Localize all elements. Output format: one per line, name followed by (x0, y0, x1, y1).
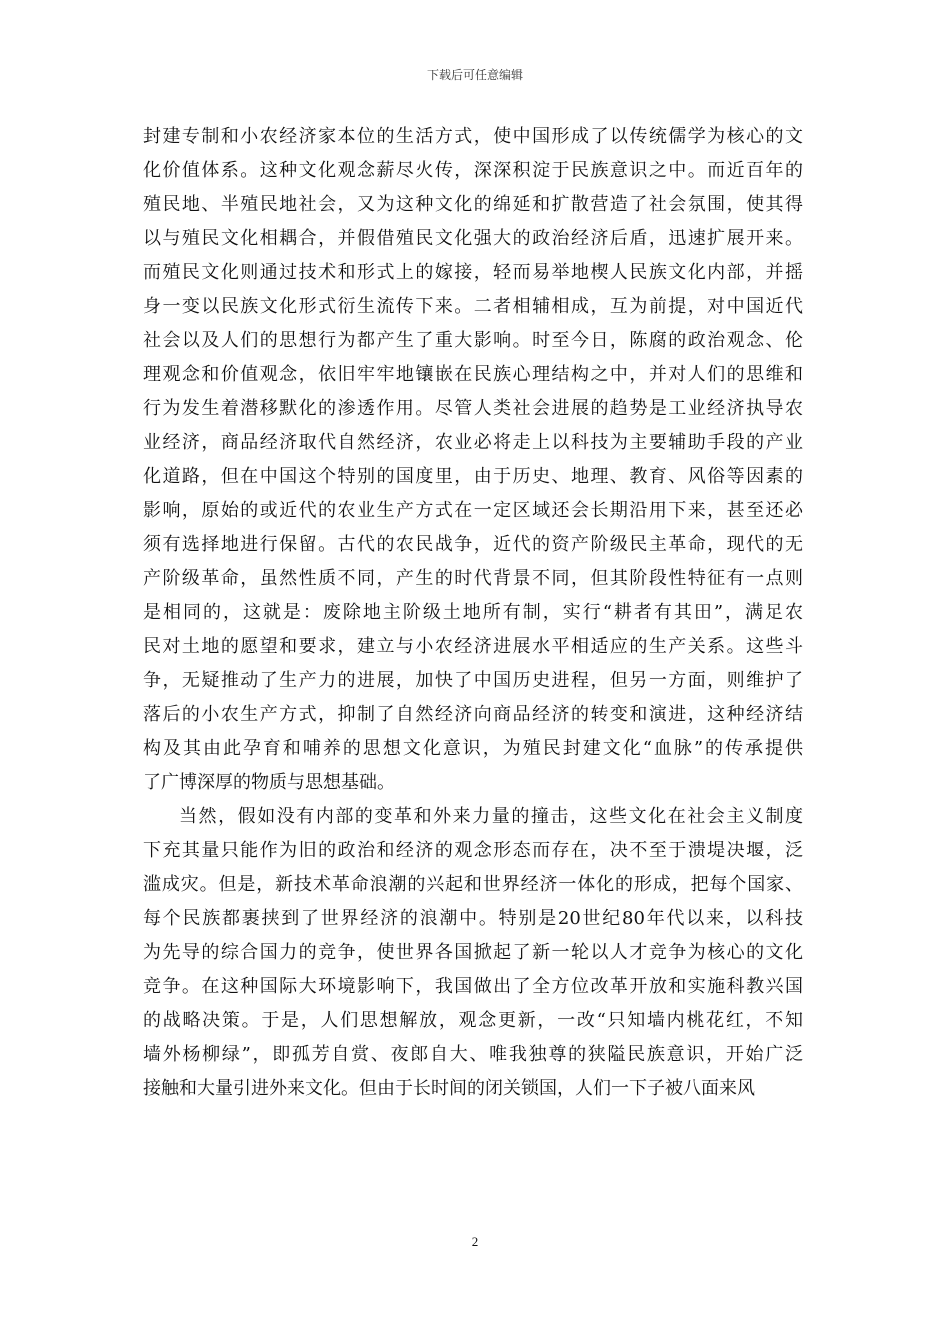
page-header: 下载后可任意编辑 (426, 68, 523, 82)
text-line: 社会以及人们的思想行为都产生了重大影响。时至今日，陈腐的政治观念、伦 (143, 330, 803, 351)
text-line: 是相同的，这就是：废除地主阶级土地所有制，实行“耕者有其田”，满足农 (143, 602, 803, 623)
page-number: 2 (471, 1234, 479, 1249)
text-line: 化价值体系。这种文化观念薪尽火传，深深积淀于民族意识之中。而近百年的 (143, 160, 803, 181)
text-line: 落后的小农生产方式，抑制了自然经济向商品经济的转变和演进，这种经济结 (143, 704, 803, 725)
text-line: 了广博深厚的物质与思想基础。 (143, 772, 395, 793)
text-line: 构及其由此孕育和哺养的思想文化意识，为殖民封建文化“血脉”的传承提供 (143, 738, 803, 759)
text-line: 争，无疑推动了生产力的进展，加快了中国历史进程，但另一方面，则维护了 (143, 670, 803, 691)
text-line: 理观念和价值观念，依旧牢牢地镶嵌在民族心理结构之中，并对人们的思维和 (143, 364, 803, 385)
text-line: 行为发生着潜移默化的渗透作用。尽管人类社会进展的趋势是工业经济执导农 (143, 398, 803, 419)
text-line: 须有选择地进行保留。古代的农民战争，近代的资产阶级民主革命，现代的无 (143, 534, 803, 555)
paragraph-2 (143, 800, 803, 1106)
text-line: 化道路，但在中国这个特别的国度里，由于历史、地理、教育、风俗等因素的 (143, 466, 803, 487)
text-line: 接触和大量引进外来文化。但由于长时间的闭关锁国，人们一下子被八面来风 (143, 1078, 755, 1099)
text-line: 当然，假如没有内部的变革和外来力量的撞击，这些文化在社会主义制度 (179, 806, 803, 827)
text-line: 而殖民文化则通过技术和形式上的嫁接，轻而易举地楔人民族文化内部，并摇 (143, 262, 803, 283)
text-line: 滥成灾。但是，新技术革命浪潮的兴起和世界经济一体化的形成，把每个国家、 (143, 874, 803, 895)
paragraph-1 (143, 120, 803, 800)
body-text (143, 120, 803, 1106)
text-line: 影响，原始的或近代的农业生产方式在一定区域还会长期沿用下来，甚至还必 (143, 500, 803, 521)
text-line: 产阶级革命，虽然性质不同，产生的时代背景不同，但其阶段性特征有一点则 (143, 568, 803, 589)
text-line: 下充其量只能作为旧的政治和经济的观念形态而存在，决不至于溃堤决堰，泛 (143, 840, 803, 861)
text-line: 以与殖民文化相耦合，并假借殖民文化强大的政治经济后盾，迅速扩展开来。 (143, 228, 803, 249)
text-line: 民对土地的愿望和要求，建立与小农经济进展水平相适应的生产关系。这些斗 (143, 636, 803, 657)
text-line: 封建专制和小农经济家本位的生活方式，使中国形成了以传统儒学为核心的文 (143, 126, 803, 147)
text-line: 的战略决策。于是，人们思想解放，观念更新，一改“只知墙内桃花红，不知 (143, 1010, 803, 1031)
text-line: 身一变以民族文化形式衍生流传下来。二者相辅相成，互为前提，对中国近代 (143, 296, 803, 317)
text-line: 为先导的综合国力的竞争，使世界各国掀起了新一轮以人才竞争为核心的文化 (143, 942, 803, 963)
text-line: 殖民地、半殖民地社会，又为这种文化的绵延和扩散营造了社会氛围，使其得 (143, 194, 803, 215)
text-line: 墙外杨柳绿”，即孤芳自赏、夜郎自大、唯我独尊的狭隘民族意识，开始广泛 (143, 1044, 803, 1065)
text-line: 每个民族都裹挟到了世界经济的浪潮中。特别是20世纪80年代以来，以科技 (143, 908, 803, 929)
text-line: 业经济，商品经济取代自然经济，农业必将走上以科技为主要辅助手段的产业 (143, 432, 803, 453)
text-line: 竞争。在这种国际大环境影响下，我国做出了全方位改革开放和实施科教兴国 (143, 976, 803, 997)
